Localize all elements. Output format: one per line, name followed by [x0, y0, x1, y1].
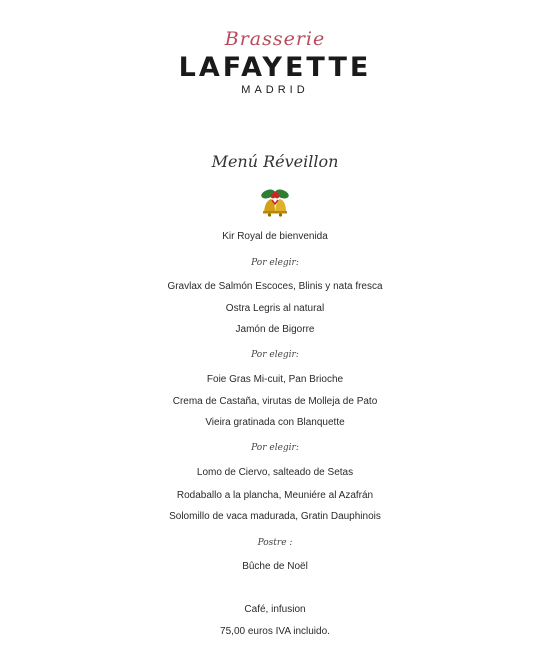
course2-item: Vieira gratinada con Blanquette: [205, 417, 345, 428]
course3-item: Lomo de Ciervo, salteado de Setas: [196, 467, 354, 478]
christmas-bells-icon: [259, 188, 291, 218]
coffee-line: Café, infusion: [244, 604, 306, 615]
course3-item: Rodaballo a la plancha, Meuniére al Azafrán: [176, 490, 374, 501]
course3-item: Solomillo de vaca madurada, Gratin Dauphinois: [169, 511, 381, 522]
menu-title: Menú Réveillon: [211, 152, 339, 171]
logo-main-text: LAFAYETTE: [178, 52, 372, 83]
course2-item: Crema de Castaña, virutas de Molleja de Pato: [172, 396, 378, 407]
price-line: 75,00 euros IVA incluido.: [220, 626, 330, 637]
course1-heading: Por elegir:: [251, 258, 299, 268]
dessert-item: Bûche de Noël: [242, 561, 308, 572]
course1-item: Gravlax de Salmón Escoces, Blinis y nata fresca: [167, 281, 383, 292]
logo-script-text: Brasserie: [224, 28, 326, 50]
course1-item: Jamón de Bigorre: [235, 324, 315, 335]
course2-item: Foie Gras Mi-cuit, Pan Brioche: [206, 374, 344, 385]
course2-heading: Por elegir:: [251, 350, 299, 360]
logo-city-text: MADRID: [241, 84, 309, 96]
course1-item: Ostra Legris al natural: [225, 303, 325, 314]
dessert-heading: Postre :: [257, 538, 293, 548]
course3-heading: Por elegir:: [251, 443, 299, 453]
welcome-drink: Kir Royal de bienvenida: [222, 231, 328, 242]
